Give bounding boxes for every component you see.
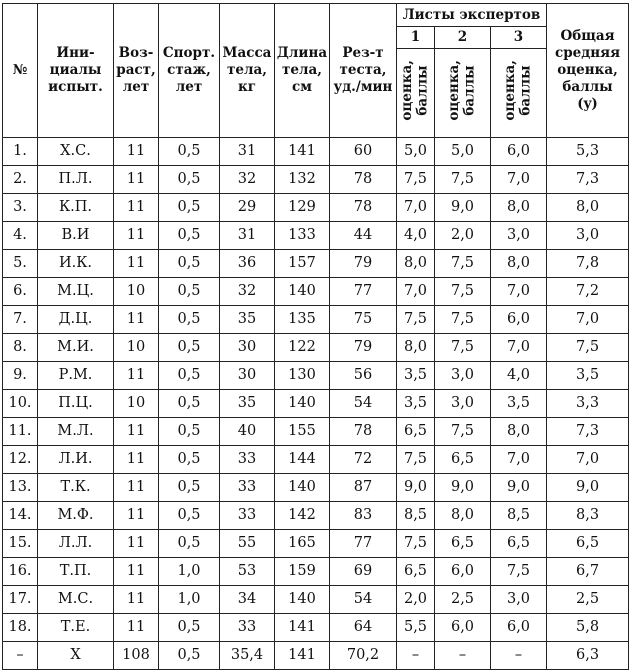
cell-sport: 0,5	[159, 474, 220, 502]
header-age: Воз- раст, лет	[114, 4, 159, 138]
cell-expert-2: 3,0	[435, 362, 491, 390]
cell-age: 11	[114, 418, 159, 446]
cell-mass: 35	[220, 390, 275, 418]
cell-num: 2.	[3, 166, 38, 194]
cell-mass: 31	[220, 222, 275, 250]
cell-expert-3: 8,0	[491, 250, 547, 278]
table-row	[3, 278, 629, 306]
cell-expert-2: 7,5	[435, 250, 491, 278]
cell-expert-3: 8,0	[491, 418, 547, 446]
cell-overall: 7,3	[547, 418, 629, 446]
header-result: Рез-т теста, уд./мин	[330, 4, 397, 138]
cell-expert-1: 2,0	[397, 586, 435, 614]
cell-result: 69	[330, 558, 397, 586]
cell-age: 11	[114, 474, 159, 502]
cell-sport: 0,5	[159, 502, 220, 530]
cell-age: 11	[114, 586, 159, 614]
cell-sport: 0,5	[159, 278, 220, 306]
cell-age: 10	[114, 278, 159, 306]
header-score-2: оценка, баллы	[435, 49, 491, 138]
table-row	[3, 362, 629, 390]
cell-num: –	[3, 642, 38, 670]
cell-initials: Р.М.	[38, 362, 114, 390]
cell-initials: М.С.	[38, 586, 114, 614]
cell-overall: 7,8	[547, 250, 629, 278]
cell-mass: 34	[220, 586, 275, 614]
cell-expert-2: 9,0	[435, 194, 491, 222]
cell-age: 11	[114, 250, 159, 278]
cell-length: 142	[275, 502, 330, 530]
cell-length: 122	[275, 334, 330, 362]
cell-expert-2: 2,0	[435, 222, 491, 250]
cell-initials: Л.И.	[38, 446, 114, 474]
cell-mass: 32	[220, 166, 275, 194]
cell-num: 11.	[3, 418, 38, 446]
cell-expert-2: 7,5	[435, 278, 491, 306]
cell-overall: 3,5	[547, 362, 629, 390]
cell-expert-3: 6,0	[491, 138, 547, 166]
cell-initials: П.Л.	[38, 166, 114, 194]
cell-length: 132	[275, 166, 330, 194]
cell-expert-1: 7,5	[397, 530, 435, 558]
table-row	[3, 334, 629, 362]
cell-age: 11	[114, 222, 159, 250]
table-row	[3, 138, 629, 166]
table-row	[3, 558, 629, 586]
cell-expert-3: 8,5	[491, 502, 547, 530]
table-row	[3, 446, 629, 474]
cell-mass: 29	[220, 194, 275, 222]
cell-expert-2: 7,5	[435, 306, 491, 334]
cell-age: 11	[114, 194, 159, 222]
cell-expert-2: 7,5	[435, 334, 491, 362]
cell-expert-1: 6,5	[397, 558, 435, 586]
cell-num: 17.	[3, 586, 38, 614]
cell-num: 5.	[3, 250, 38, 278]
cell-age: 11	[114, 166, 159, 194]
cell-age: 11	[114, 362, 159, 390]
cell-initials: М.Ц.	[38, 278, 114, 306]
cell-expert-1: 7,5	[397, 446, 435, 474]
cell-result: 79	[330, 334, 397, 362]
cell-sport: 0,5	[159, 166, 220, 194]
cell-num: 9.	[3, 362, 38, 390]
cell-result: 54	[330, 586, 397, 614]
header-experts-group: Листы экспертов	[397, 4, 547, 27]
cell-sport: 0,5	[159, 446, 220, 474]
table-row	[3, 614, 629, 642]
cell-initials: Т.К.	[38, 474, 114, 502]
cell-overall: 7,3	[547, 166, 629, 194]
cell-overall: 7,5	[547, 334, 629, 362]
table-row	[3, 166, 629, 194]
cell-num: 1.	[3, 138, 38, 166]
cell-overall: 2,5	[547, 586, 629, 614]
cell-result: 78	[330, 194, 397, 222]
header-expert-1: 1	[397, 27, 435, 49]
cell-sport: 0,5	[159, 194, 220, 222]
cell-expert-2: 6,0	[435, 614, 491, 642]
cell-expert-1: 5,0	[397, 138, 435, 166]
cell-overall: 6,3	[547, 642, 629, 670]
cell-overall: 7,0	[547, 306, 629, 334]
cell-length: 140	[275, 474, 330, 502]
cell-num: 16.	[3, 558, 38, 586]
cell-age: 11	[114, 530, 159, 558]
cell-mass: 30	[220, 334, 275, 362]
cell-result: 56	[330, 362, 397, 390]
cell-sport: 0,5	[159, 138, 220, 166]
cell-expert-3: 6,5	[491, 530, 547, 558]
cell-length: 140	[275, 586, 330, 614]
cell-sport: 0,5	[159, 250, 220, 278]
header-initials: Ини- циалы испыт.	[38, 4, 114, 138]
header-length: Длина тела, см	[275, 4, 330, 138]
cell-initials: Д.Ц.	[38, 306, 114, 334]
cell-length: 129	[275, 194, 330, 222]
cell-sport: 0,5	[159, 362, 220, 390]
cell-age: 11	[114, 558, 159, 586]
cell-expert-1: 8,0	[397, 250, 435, 278]
cell-num: 4.	[3, 222, 38, 250]
cell-expert-1: 9,0	[397, 474, 435, 502]
cell-overall: 5,8	[547, 614, 629, 642]
cell-result: 75	[330, 306, 397, 334]
cell-sport: 0,5	[159, 642, 220, 670]
cell-length: 133	[275, 222, 330, 250]
cell-initials: П.Ц.	[38, 390, 114, 418]
cell-expert-3: 3,5	[491, 390, 547, 418]
cell-overall: 3,0	[547, 222, 629, 250]
cell-expert-2: 6,5	[435, 446, 491, 474]
cell-expert-3: 8,0	[491, 194, 547, 222]
table-row	[3, 418, 629, 446]
cell-num: 12.	[3, 446, 38, 474]
cell-initials: Л.Л.	[38, 530, 114, 558]
cell-overall: 9,0	[547, 474, 629, 502]
header-score-3: оценка, баллы	[491, 49, 547, 138]
cell-age: 11	[114, 138, 159, 166]
cell-sport: 0,5	[159, 530, 220, 558]
cell-length: 135	[275, 306, 330, 334]
cell-expert-2: 7,5	[435, 166, 491, 194]
cell-result: 77	[330, 530, 397, 558]
cell-age: 11	[114, 446, 159, 474]
cell-mass: 35	[220, 306, 275, 334]
cell-initials: К.П.	[38, 194, 114, 222]
cell-expert-2: 2,5	[435, 586, 491, 614]
table-row	[3, 306, 629, 334]
cell-expert-3: 6,0	[491, 614, 547, 642]
header-num: №	[3, 4, 38, 138]
cell-length: 141	[275, 138, 330, 166]
table-row	[3, 530, 629, 558]
table-body	[3, 138, 629, 670]
cell-mass: 33	[220, 614, 275, 642]
cell-mass: 53	[220, 558, 275, 586]
cell-expert-1: 7,5	[397, 306, 435, 334]
cell-initials: М.Л.	[38, 418, 114, 446]
cell-expert-2: 6,5	[435, 530, 491, 558]
cell-expert-2: 9,0	[435, 474, 491, 502]
cell-overall: 7,2	[547, 278, 629, 306]
cell-length: 141	[275, 614, 330, 642]
cell-overall: 8,0	[547, 194, 629, 222]
cell-sport: 0,5	[159, 418, 220, 446]
cell-length: 141	[275, 642, 330, 670]
cell-expert-3: 7,0	[491, 446, 547, 474]
cell-initials: М.И.	[38, 334, 114, 362]
cell-overall: 5,3	[547, 138, 629, 166]
table-row	[3, 222, 629, 250]
cell-expert-1: –	[397, 642, 435, 670]
cell-result: 64	[330, 614, 397, 642]
cell-length: 140	[275, 390, 330, 418]
cell-age: 10	[114, 390, 159, 418]
cell-initials: В.И	[38, 222, 114, 250]
cell-initials: Т.П.	[38, 558, 114, 586]
cell-overall: 8,3	[547, 502, 629, 530]
cell-expert-3: 4,0	[491, 362, 547, 390]
cell-mass: 40	[220, 418, 275, 446]
cell-mass: 33	[220, 446, 275, 474]
cell-initials: М.Ф.	[38, 502, 114, 530]
header-expert-3: 3	[491, 27, 547, 49]
cell-result: 79	[330, 250, 397, 278]
cell-num: 10.	[3, 390, 38, 418]
cell-expert-3: 3,0	[491, 586, 547, 614]
cell-expert-3: 3,0	[491, 222, 547, 250]
cell-sport: 0,5	[159, 306, 220, 334]
cell-expert-1: 5,5	[397, 614, 435, 642]
cell-result: 87	[330, 474, 397, 502]
cell-initials: Х	[38, 642, 114, 670]
cell-result: 78	[330, 166, 397, 194]
cell-age: 108	[114, 642, 159, 670]
cell-expert-3: 7,0	[491, 334, 547, 362]
cell-result: 77	[330, 278, 397, 306]
cell-num: 14.	[3, 502, 38, 530]
header-mass: Масса тела, кг	[220, 4, 275, 138]
cell-expert-1: 3,5	[397, 390, 435, 418]
cell-num: 6.	[3, 278, 38, 306]
cell-result: 60	[330, 138, 397, 166]
cell-overall: 7,0	[547, 446, 629, 474]
cell-age: 11	[114, 306, 159, 334]
cell-age: 11	[114, 614, 159, 642]
cell-expert-3: 9,0	[491, 474, 547, 502]
cell-sport: 1,0	[159, 586, 220, 614]
cell-num: 8.	[3, 334, 38, 362]
cell-expert-1: 6,5	[397, 418, 435, 446]
cell-expert-2: 7,5	[435, 418, 491, 446]
cell-overall: 6,7	[547, 558, 629, 586]
cell-length: 157	[275, 250, 330, 278]
cell-result: 83	[330, 502, 397, 530]
cell-expert-1: 7,0	[397, 278, 435, 306]
cell-num: 18.	[3, 614, 38, 642]
cell-expert-3: 6,0	[491, 306, 547, 334]
cell-length: 159	[275, 558, 330, 586]
cell-expert-3: 7,0	[491, 166, 547, 194]
cell-result: 54	[330, 390, 397, 418]
cell-expert-3: –	[491, 642, 547, 670]
cell-mass: 35,4	[220, 642, 275, 670]
table-row	[3, 194, 629, 222]
cell-expert-1: 7,5	[397, 166, 435, 194]
header-score-1: оценка, баллы	[397, 49, 435, 138]
cell-mass: 31	[220, 138, 275, 166]
cell-num: 15.	[3, 530, 38, 558]
cell-length: 155	[275, 418, 330, 446]
cell-result: 44	[330, 222, 397, 250]
cell-expert-2: 5,0	[435, 138, 491, 166]
cell-sport: 0,5	[159, 222, 220, 250]
table-row	[3, 502, 629, 530]
cell-length: 165	[275, 530, 330, 558]
table-row	[3, 474, 629, 502]
cell-expert-3: 7,0	[491, 278, 547, 306]
cell-num: 13.	[3, 474, 38, 502]
cell-age: 11	[114, 502, 159, 530]
cell-mass: 30	[220, 362, 275, 390]
cell-mass: 36	[220, 250, 275, 278]
cell-expert-1: 8,5	[397, 502, 435, 530]
cell-overall: 6,5	[547, 530, 629, 558]
table-row	[3, 250, 629, 278]
header-overall: Общая средняя оценка, баллы (y)	[547, 4, 629, 138]
table-row	[3, 642, 629, 670]
header-expert-2: 2	[435, 27, 491, 49]
header-sport: Спорт. стаж, лет	[159, 4, 220, 138]
cell-result: 70,2	[330, 642, 397, 670]
table-header	[3, 4, 629, 138]
cell-expert-1: 8,0	[397, 334, 435, 362]
cell-num: 3.	[3, 194, 38, 222]
cell-expert-1: 4,0	[397, 222, 435, 250]
table-row	[3, 586, 629, 614]
cell-expert-2: –	[435, 642, 491, 670]
cell-expert-2: 3,0	[435, 390, 491, 418]
cell-sport: 0,5	[159, 614, 220, 642]
cell-result: 78	[330, 418, 397, 446]
table-row	[3, 390, 629, 418]
cell-expert-2: 8,0	[435, 502, 491, 530]
cell-length: 144	[275, 446, 330, 474]
cell-age: 10	[114, 334, 159, 362]
cell-initials: Т.Е.	[38, 614, 114, 642]
cell-expert-3: 7,5	[491, 558, 547, 586]
cell-mass: 33	[220, 502, 275, 530]
cell-mass: 55	[220, 530, 275, 558]
cell-mass: 32	[220, 278, 275, 306]
cell-mass: 33	[220, 474, 275, 502]
cell-num: 7.	[3, 306, 38, 334]
cell-length: 140	[275, 278, 330, 306]
cell-overall: 3,3	[547, 390, 629, 418]
cell-length: 130	[275, 362, 330, 390]
cell-sport: 1,0	[159, 558, 220, 586]
data-table	[2, 3, 629, 670]
cell-result: 72	[330, 446, 397, 474]
cell-expert-1: 3,5	[397, 362, 435, 390]
cell-expert-1: 7,0	[397, 194, 435, 222]
cell-initials: Х.С.	[38, 138, 114, 166]
cell-initials: И.К.	[38, 250, 114, 278]
cell-sport: 0,5	[159, 334, 220, 362]
cell-sport: 0,5	[159, 390, 220, 418]
cell-expert-2: 6,0	[435, 558, 491, 586]
